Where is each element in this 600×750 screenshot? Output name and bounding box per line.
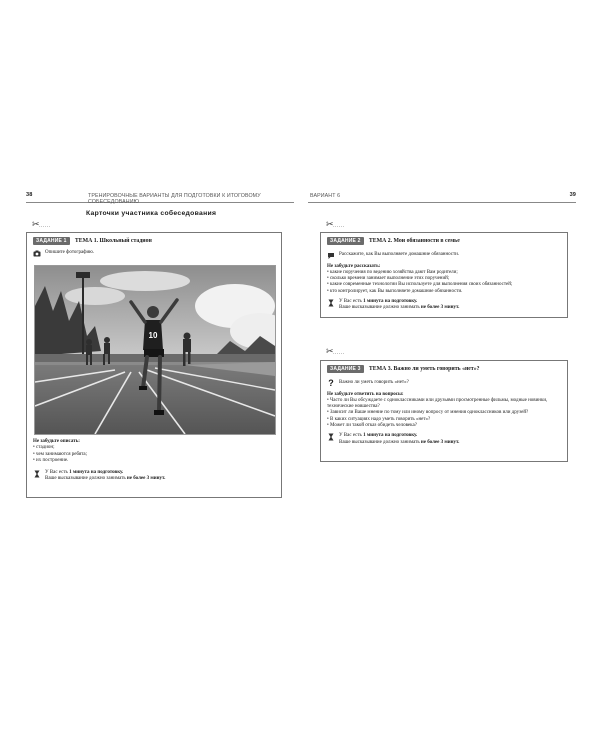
prep-time: 1 минута на подготовку. (363, 433, 418, 439)
list-item: • В каких ситуациях надо уметь говорить «нет»? (327, 417, 561, 423)
task-card-1 (26, 232, 282, 498)
prep-time: 1 минута на подготовку. (363, 299, 418, 305)
task-badge: ЗАДАНИЕ 2 (327, 237, 364, 245)
scissors-icon: ✂ (326, 347, 334, 357)
speech-time: не более 3 минут. (420, 439, 460, 445)
list-item: • какие современные технологии Вы используете для выполнения своих обязанностей; (327, 282, 561, 288)
speech-time: не более 3 минут. (420, 305, 460, 311)
left-page (26, 190, 294, 510)
chat-icon (327, 252, 335, 260)
list-item: • Может ли такой отказ обидеть человека? (327, 423, 561, 429)
scissors-icon: ✂ (32, 220, 40, 230)
time-text: Ваше высказывание должно занимать (339, 439, 421, 445)
hourglass-icon (327, 433, 335, 441)
time-limit-row (327, 433, 561, 446)
right-page (308, 190, 576, 510)
stadium-photo (34, 265, 276, 435)
hourglass-icon (33, 470, 41, 478)
task-card-3 (320, 360, 568, 462)
time-text: Ваше высказывание должно занимать (45, 476, 127, 482)
speech-time: не более 3 минут. (126, 476, 166, 482)
remember-block (33, 439, 277, 483)
remember-heading: Не забудьте описать: (33, 439, 80, 444)
time-limit-row (327, 299, 561, 312)
list-item: • какие поручения по ведению хозяйства дают Вам родители; (327, 270, 561, 276)
right-running-head (308, 190, 576, 203)
topic-title: ТЕМА 1. Школьный стадион (74, 238, 152, 244)
list-item: • Зависит ли Ваше мнение по тому или иному вопросу от мнения одноклассников или друзей? (327, 410, 561, 416)
variant-title: ВАРИАНТ 6 (310, 192, 341, 199)
task-card-2 (320, 232, 568, 318)
instruction-text: Расскажите, как Вы выполняете домашние обязанности. (339, 251, 460, 257)
list-item: • сколько времени занимает выполнение этих поручений; (327, 276, 561, 282)
instruction-text: Опишите фотографию. (45, 249, 95, 255)
topic-title: ТЕМА 3. Важно ли уметь говорить «нет»? (368, 366, 480, 372)
list-item: • чем занимаются ребята; (33, 452, 277, 458)
remember-list (327, 398, 561, 429)
running-head-title: ТРЕНИРОВОЧНЫЕ ВАРИАНТЫ ДЛЯ ПОДГОТОВКИ К ИТОГОВОМУ СОБЕСЕДОВАНИЮ (88, 192, 261, 205)
question-text: Важно ли уметь говорить «нет»? (339, 379, 409, 385)
question-icon: ? (328, 378, 334, 389)
topic-title: ТЕМА 2. Мои обязанности в семье (368, 238, 460, 244)
runner-bib-number: 10 (148, 331, 158, 340)
list-item: • кто контролирует, как Вы выполняете домашние обязанности. (327, 289, 561, 295)
instruction-row (327, 252, 561, 260)
scissors-icon: ✂ (326, 220, 334, 230)
book-spread (26, 190, 576, 520)
time-text: У Вас есть (339, 433, 364, 439)
left-running-head (26, 190, 294, 203)
task-badge: ЗАДАНИЕ 3 (327, 365, 364, 373)
time-limit-row (33, 470, 277, 483)
remember-heading: Не забудьте ответить на вопросы: (327, 391, 404, 397)
hourglass-icon (327, 299, 335, 307)
list-item: • Часто ли Вы обсуждаете с одноклассниками или друзьями просмотренные фильмы, модные новинки, технические новшества? (327, 398, 561, 411)
instruction-row (33, 250, 275, 258)
scissors-cut-line: ✂...... (326, 220, 345, 230)
remember-heading: Не забудьте рассказать: (327, 263, 381, 269)
list-item: • стадион; (33, 445, 277, 451)
task-badge: ЗАДАНИЕ 1 (33, 237, 70, 245)
time-text: Ваше высказывание должно занимать (339, 305, 421, 311)
page-number-left: 38 (26, 192, 33, 198)
scissors-cut-line: ✂...... (326, 347, 345, 357)
scissors-cut-line: ✂...... (32, 220, 51, 230)
stadium-photo-image (35, 266, 275, 434)
list-item: • их построение. (33, 458, 277, 464)
page-number-right: 39 (569, 192, 576, 198)
camera-icon (33, 250, 41, 258)
remember-list (327, 270, 561, 295)
card-heading: Карточки участника собеседования (86, 210, 217, 217)
prep-time: 1 минута на подготовку. (69, 470, 124, 476)
time-text: У Вас есть (45, 470, 70, 476)
question-row (327, 380, 561, 388)
remember-list (33, 445, 277, 464)
time-text: У Вас есть (339, 299, 364, 305)
